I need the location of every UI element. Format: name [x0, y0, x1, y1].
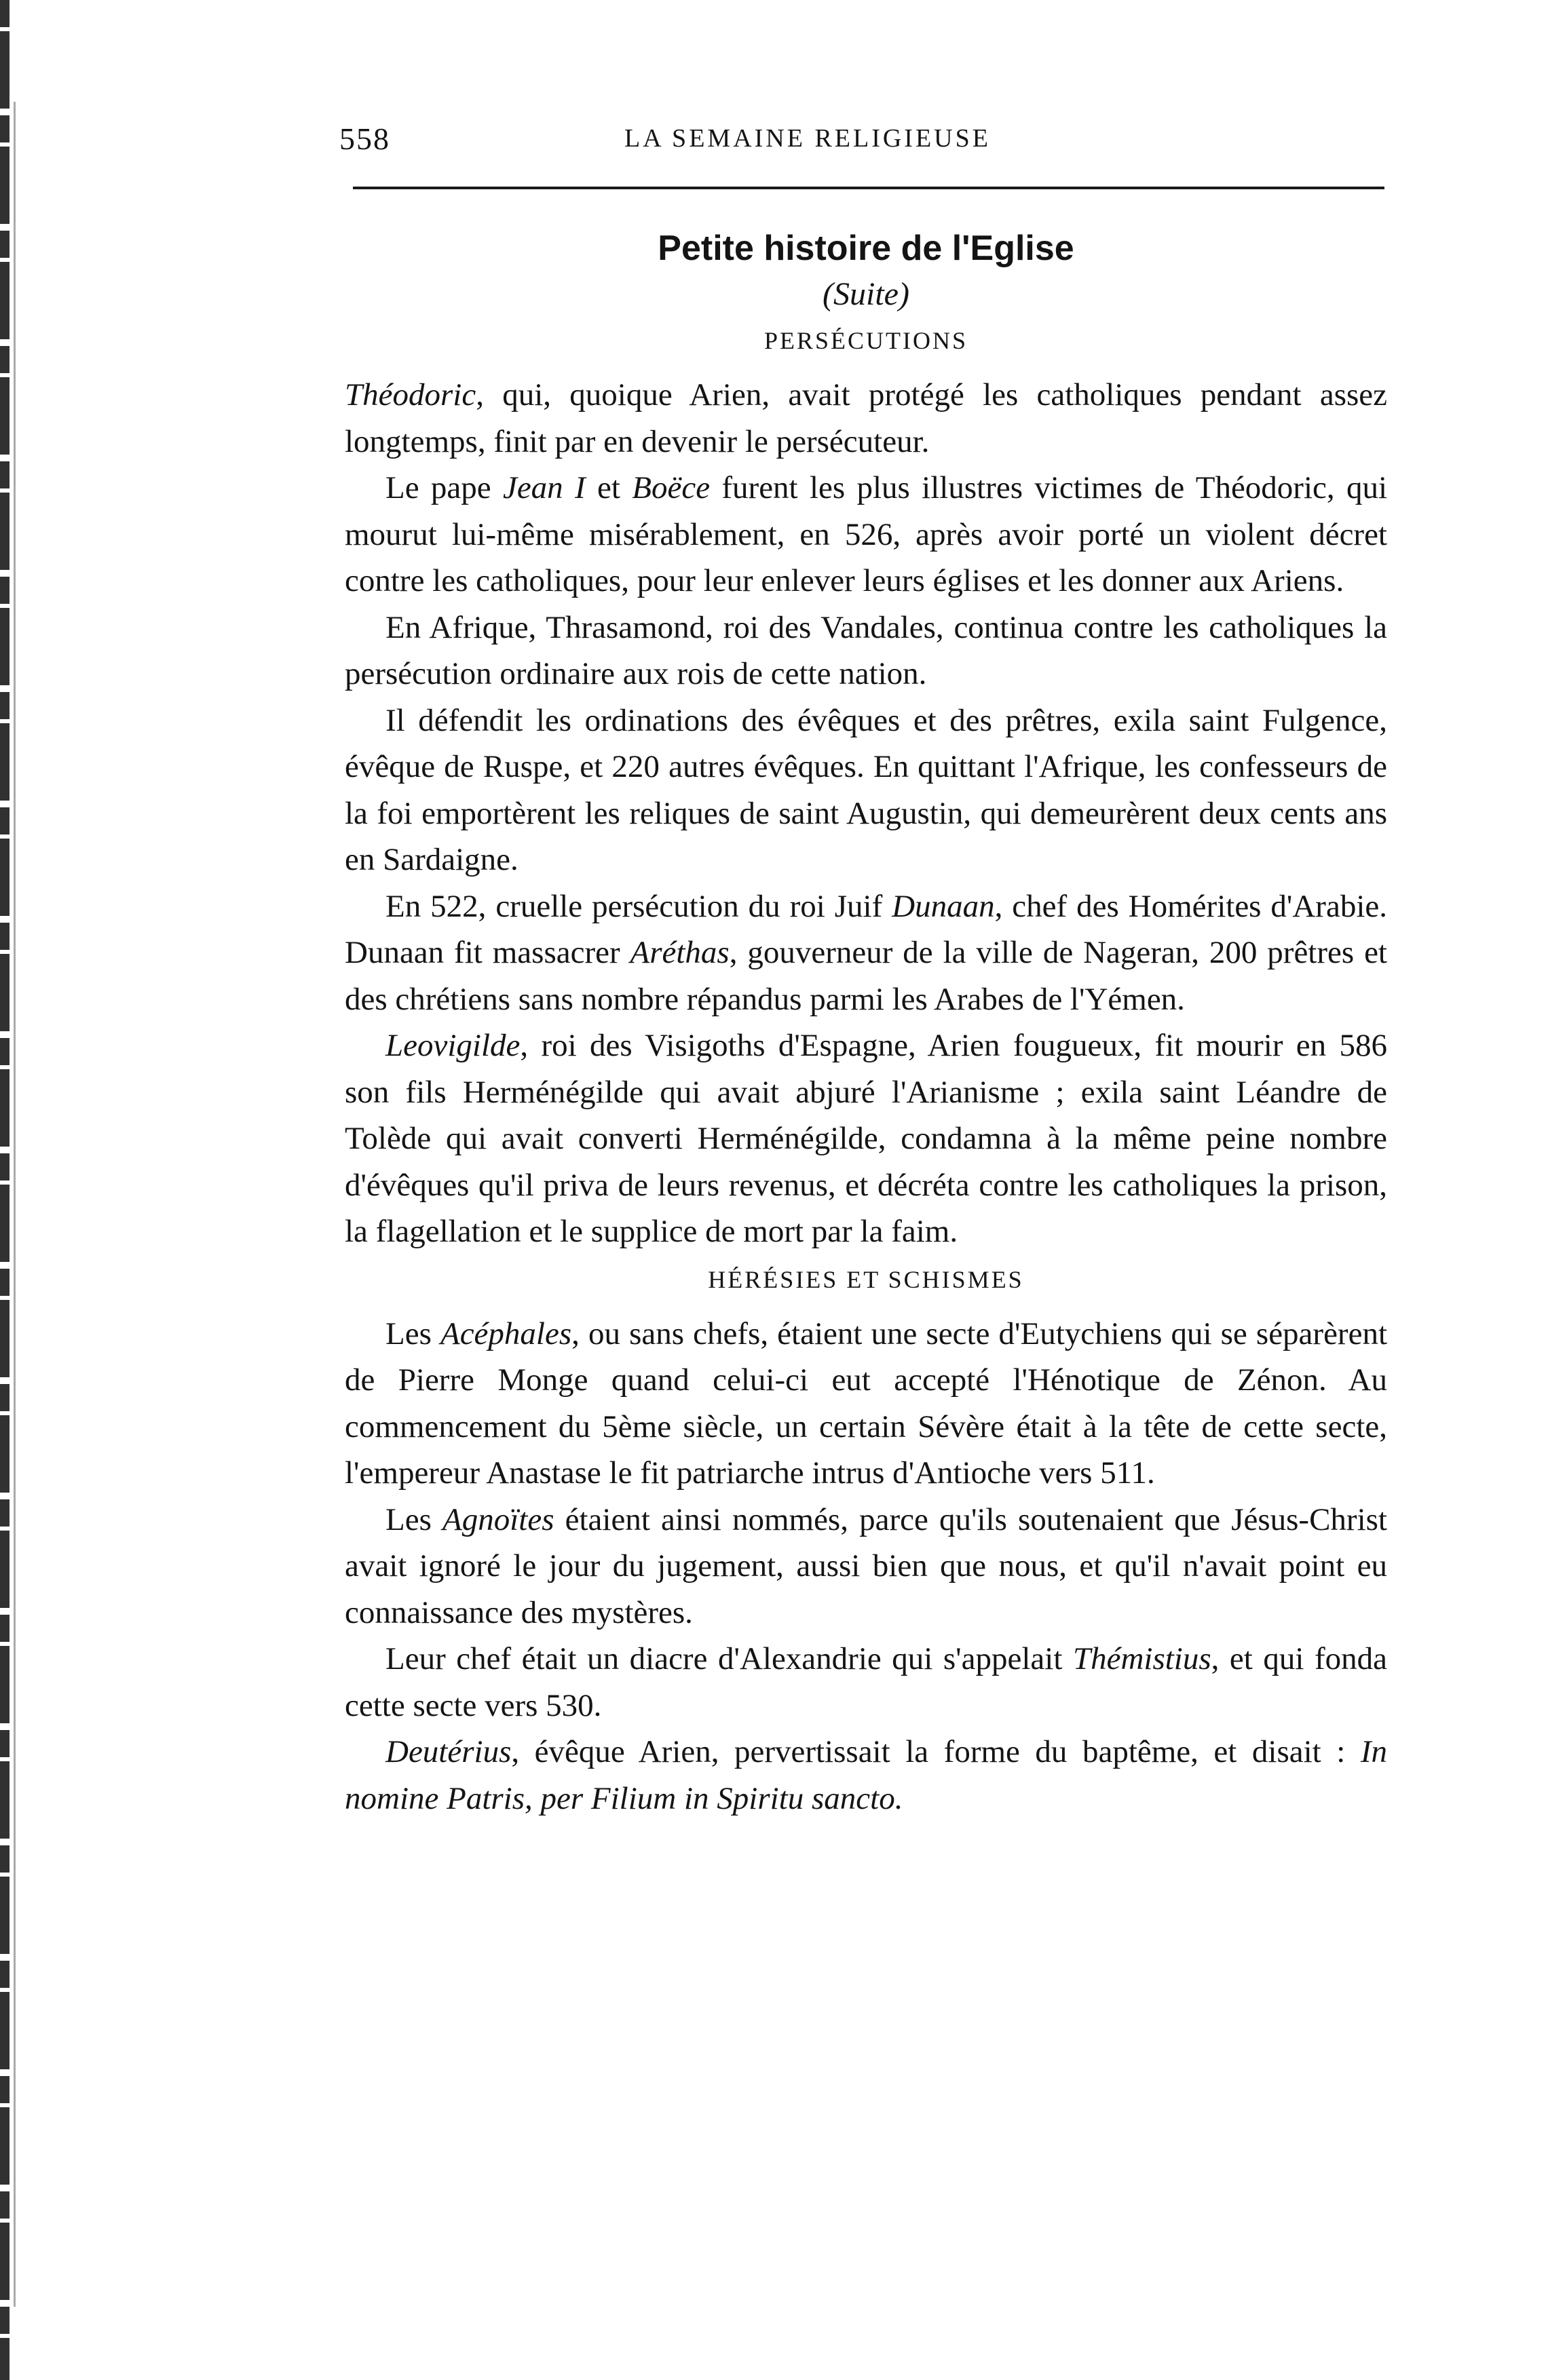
- name-arethas: Aréthas: [630, 935, 730, 970]
- name-themistius: Thémistius: [1072, 1641, 1211, 1676]
- name-boece: Boëce: [632, 470, 711, 505]
- page-binding-edge: [0, 0, 10, 2380]
- page-header: [339, 121, 1384, 168]
- name-jean: Jean I: [502, 470, 586, 505]
- header-rule: [353, 187, 1384, 189]
- running-head: LA SEMAINE RELIGIEUSE: [624, 124, 991, 153]
- article-subtitle: (Suite): [823, 276, 909, 312]
- section-heading-heresies: HÉRÉSIES ET SCHISMES: [708, 1265, 1024, 1293]
- section-heading-persecutions: PERSÉCUTIONS: [763, 327, 968, 354]
- name-theodoric: Théodoric: [345, 377, 476, 412]
- paragraph: Le pape Jean I et Boëce furent les plus illustres victimes de Théodoric, qui mourut lui-même misérablement, en 526, après avoir porté un violent décret contre les catholiques, pour leur enlever leurs églises et les donner aux Ariens.: [345, 470, 1388, 598]
- name-deuterius: Deutérius: [385, 1734, 512, 1769]
- paragraph: Les Acéphales, ou sans chefs, étaient une secte d'Eutychiens qui se séparèrent de Pierre Monge quand celui-ci eut accepté l'Hénotique de Zénon. Au commencement du 5ème siècle, un certain Sévère était à la tête de cette secte, l'empereur Anastase le fit patriarche intrus d'Antioche vers 511.: [345, 1316, 1387, 1491]
- paragraph: Théodoric, qui, quoique Arien, avait protégé les catholiques pendant assez longtemps, finit par en devenir le persécuteur.: [345, 377, 1387, 459]
- article: [345, 224, 1387, 1822]
- paragraph: Leur chef était un diacre d'Alexandrie qui s'appelait Thémistius, et qui fonda cette secte vers 530.: [345, 1641, 1387, 1723]
- paragraph: Deutérius, évêque Arien, pervertissait la forme du baptême, et disait : In nomine Patris, per Filium in Spiritu sancto.: [345, 1734, 1387, 1816]
- paragraph: Les Agnoïtes étaient ainsi nommés, parce qu'ils soutenaient que Jésus-Christ avait ignoré le jour du jugement, aussi bien que nous, et qu'il n'avait point eu connaissance des mystères.: [345, 1501, 1387, 1630]
- name-acephales: Acéphales: [440, 1316, 572, 1351]
- name-leovigilde: Leovigilde: [385, 1028, 521, 1063]
- paragraph: En Afrique, Thrasamond, roi des Vandales, continua contre les catholiques la persécution ordinaire aux rois de cette nation.: [345, 609, 1387, 691]
- paragraph: Il défendit les ordinations des évêques et des prêtres, exila saint Fulgence, évêque de Ruspe, et 220 autres évêques. En quittant l'Afrique, les confesseurs de la foi emportèrent les reliques de saint Augustin, qui demeurèrent deux cents ans en Sardaigne.: [345, 702, 1387, 877]
- paragraph: En 522, cruelle persécution du roi Juif Dunaan, chef des Homérites d'Arabie. Dunaan fit massacrer Aréthas, gouverneur de la ville de Nageran, 200 prêtres et des chrétiens sans nombre répandus parmi les Arabes de l'Yémen.: [345, 888, 1387, 1017]
- name-agnoites: Agnoïtes: [442, 1501, 554, 1537]
- article-title: Petite histoire de l'Eglise: [658, 229, 1074, 268]
- name-dunaan: Dunaan: [892, 888, 995, 924]
- page-binding-shadow: [14, 102, 16, 2307]
- latin-formula: In nomine Patris, per Filium in Spiritu sancto.: [345, 1734, 1387, 1816]
- paragraph: Leovigilde, roi des Visigoths d'Espagne, Arien fougueux, fit mourir en 586 son fils Herménégilde qui avait abjuré l'Arianisme ; exila saint Léandre de Tolède qui avait converti Herménégilde, condamna à la même peine nombre d'évêques qu'il priva de leurs revenus, et décréta contre les catholiques la prison, la flagellation et le supplice de mort par la faim.: [345, 1028, 1387, 1249]
- page-number: 558: [339, 121, 390, 156]
